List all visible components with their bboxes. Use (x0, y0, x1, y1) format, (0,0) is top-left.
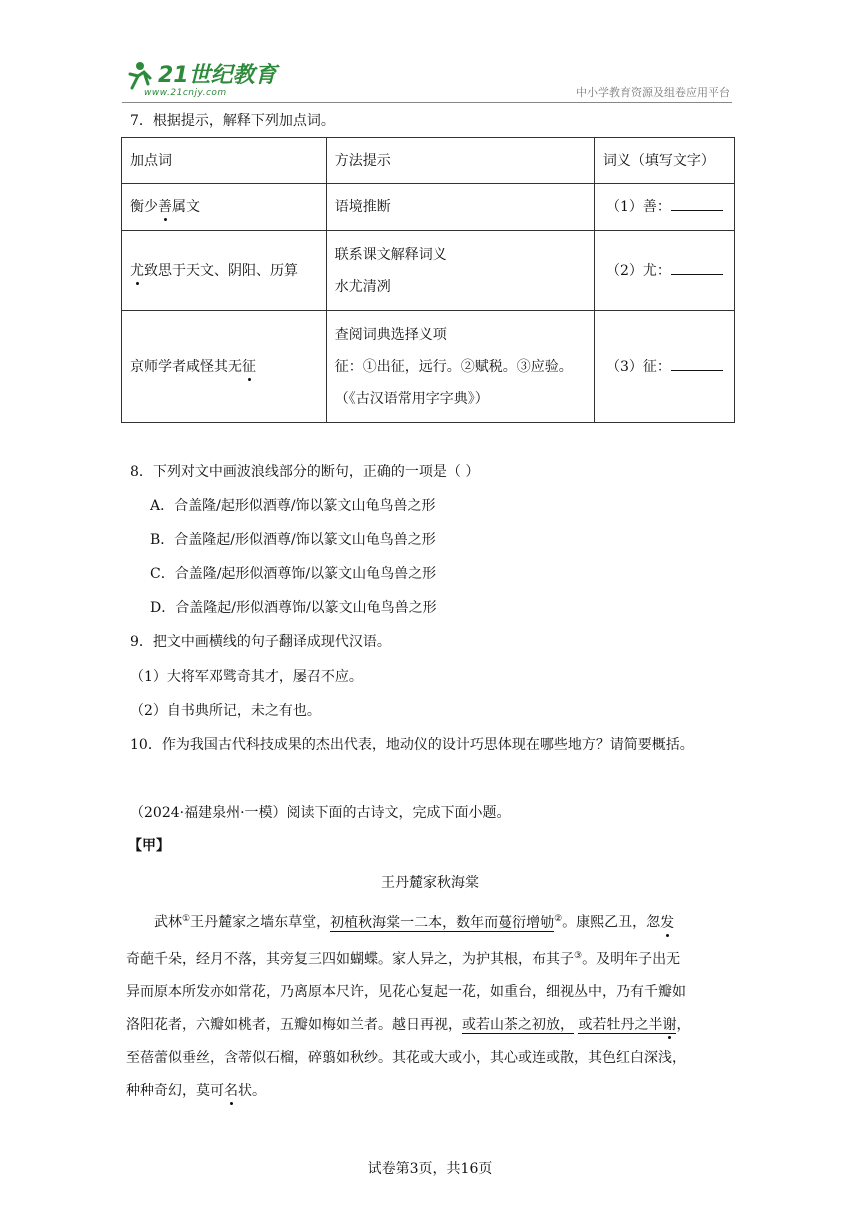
page-footer: 试卷第3页，共16页 (367, 1161, 493, 1177)
table-row (122, 231, 735, 311)
section-label: 【甲】 (128, 838, 170, 854)
poem-title: 王丹麓家秋海棠 (381, 875, 479, 891)
q8-stem: 8．下列对文中画波浪线部分的断句，正确的一项是（ ） (130, 464, 480, 480)
answer-blank[interactable] (671, 260, 723, 275)
dotted-char: 谢 (662, 1017, 677, 1034)
poem-passage (126, 903, 734, 1108)
dotted-char: 尤 (130, 262, 144, 279)
table-header: 词义（填写文字） (594, 138, 734, 184)
table-row (122, 311, 735, 423)
dotted-char: 善 (158, 199, 172, 215)
q9-item-2: （2）自书典所记，未之有也。 (130, 703, 321, 719)
passage-line: 异而原本所发亦如常花，乃离原本尺许，见花心复起一花，如重台，细视丛中，乃有千瓣如 (126, 984, 686, 1001)
answer-blank[interactable] (671, 196, 723, 211)
q9-stem: 9．把文中画横线的句子翻译成现代汉语。 (130, 634, 391, 650)
q9-item-1: （1）大将军邓骘奇其才，屡召不应。 (130, 669, 363, 685)
answer-blank[interactable] (671, 356, 723, 371)
table-cell-hint: 语境推断 (326, 184, 594, 231)
logo (122, 58, 282, 102)
q10-stem: 10．作为我国古代科技成果的杰出代表，地动仪的设计巧思体现在哪些地方？请简要概括。 (130, 737, 694, 753)
table-header: 加点词 (122, 138, 327, 184)
underlined-sentence: 初植秋海棠一二本，数年而蔓衍增劬 (330, 914, 555, 931)
q7-stem: 7．根据提示，解释下列加点词。 (130, 113, 335, 129)
q8-option-b[interactable]: B．合盖隆起/形似酒尊/饰以篆文山龟鸟兽之形 (150, 532, 436, 548)
logo-url: www.21cnjy.com (144, 88, 227, 98)
q8-option-c[interactable]: C．合盖隆/起形似酒尊饰/以篆文山龟鸟兽之形 (150, 566, 437, 582)
table-cell-hint: 查阅词典选择义项 征：①出征，远行。②赋税。③应验。 （《古汉语常用字字典》） (326, 311, 594, 423)
runner-icon (130, 62, 150, 88)
underlined-phrase: 或若山茶之初放， (462, 1017, 574, 1034)
underlined-phrase: 或若牡丹之半谢 (578, 1017, 677, 1034)
dotted-char: 发 (660, 914, 675, 931)
table-header: 方法提示 (326, 138, 594, 184)
table-cell-answer: （2）尤： (594, 231, 734, 311)
table-row (122, 184, 735, 231)
passage-line: 种种奇幻，莫可名状。 (126, 1083, 266, 1100)
q8-option-a[interactable]: A．合盖隆/起形似酒尊/饰以篆文山龟鸟兽之形 (150, 498, 436, 514)
table-cell-word: 衡少善属文 (122, 184, 327, 231)
passage-line: 洛阳花者，六瓣如桃者，五瓣如梅如兰者。越日再视，或若山茶之初放， 或若牡丹之半谢， (126, 1017, 691, 1034)
table-cell-word: 尤致思于天文、阴阳、历算 (122, 231, 327, 311)
q7-table (121, 137, 735, 423)
logo-text: 21世纪教育 (158, 63, 277, 88)
header-tagline: 中小学教育资源及组卷应用平台 (576, 86, 730, 99)
passage-line: 奇葩千朵，经月不落，其旁复三四如蝴蝶。家人异之，为护其根，布其子③。及明年子出无 (126, 950, 681, 968)
q8-option-d[interactable]: D．合盖隆起/形似酒尊饰/以篆文山龟鸟兽之形 (150, 600, 437, 616)
table-cell-word: 京师学者咸怪其无征 (122, 311, 327, 423)
table-cell-hint: 联系课文解释词义 水尤清冽 (326, 231, 594, 311)
header-divider (122, 102, 732, 103)
source-line: （2024·福建泉州·一模）阅读下面的古诗文，完成下面小题。 (130, 805, 511, 821)
dotted-char: 名 (224, 1083, 238, 1100)
table-header-row (122, 138, 735, 184)
passage-line: 至蓓蕾似垂丝，含蒂似石榴，碎翦如秋纱。其花或大或小，其心或连或散，其色红白深浅， (126, 1050, 686, 1067)
page-header (122, 58, 732, 104)
passage-line: 武林①王丹麓家之墙东草堂，初植秋海棠一二本，数年而蔓衍增劬②。康熙乙丑，忽发 (154, 914, 675, 931)
table-cell-answer: （3）征： (594, 311, 734, 423)
table-cell-answer: （1）善： (594, 184, 734, 231)
dotted-char: 征 (242, 358, 256, 375)
